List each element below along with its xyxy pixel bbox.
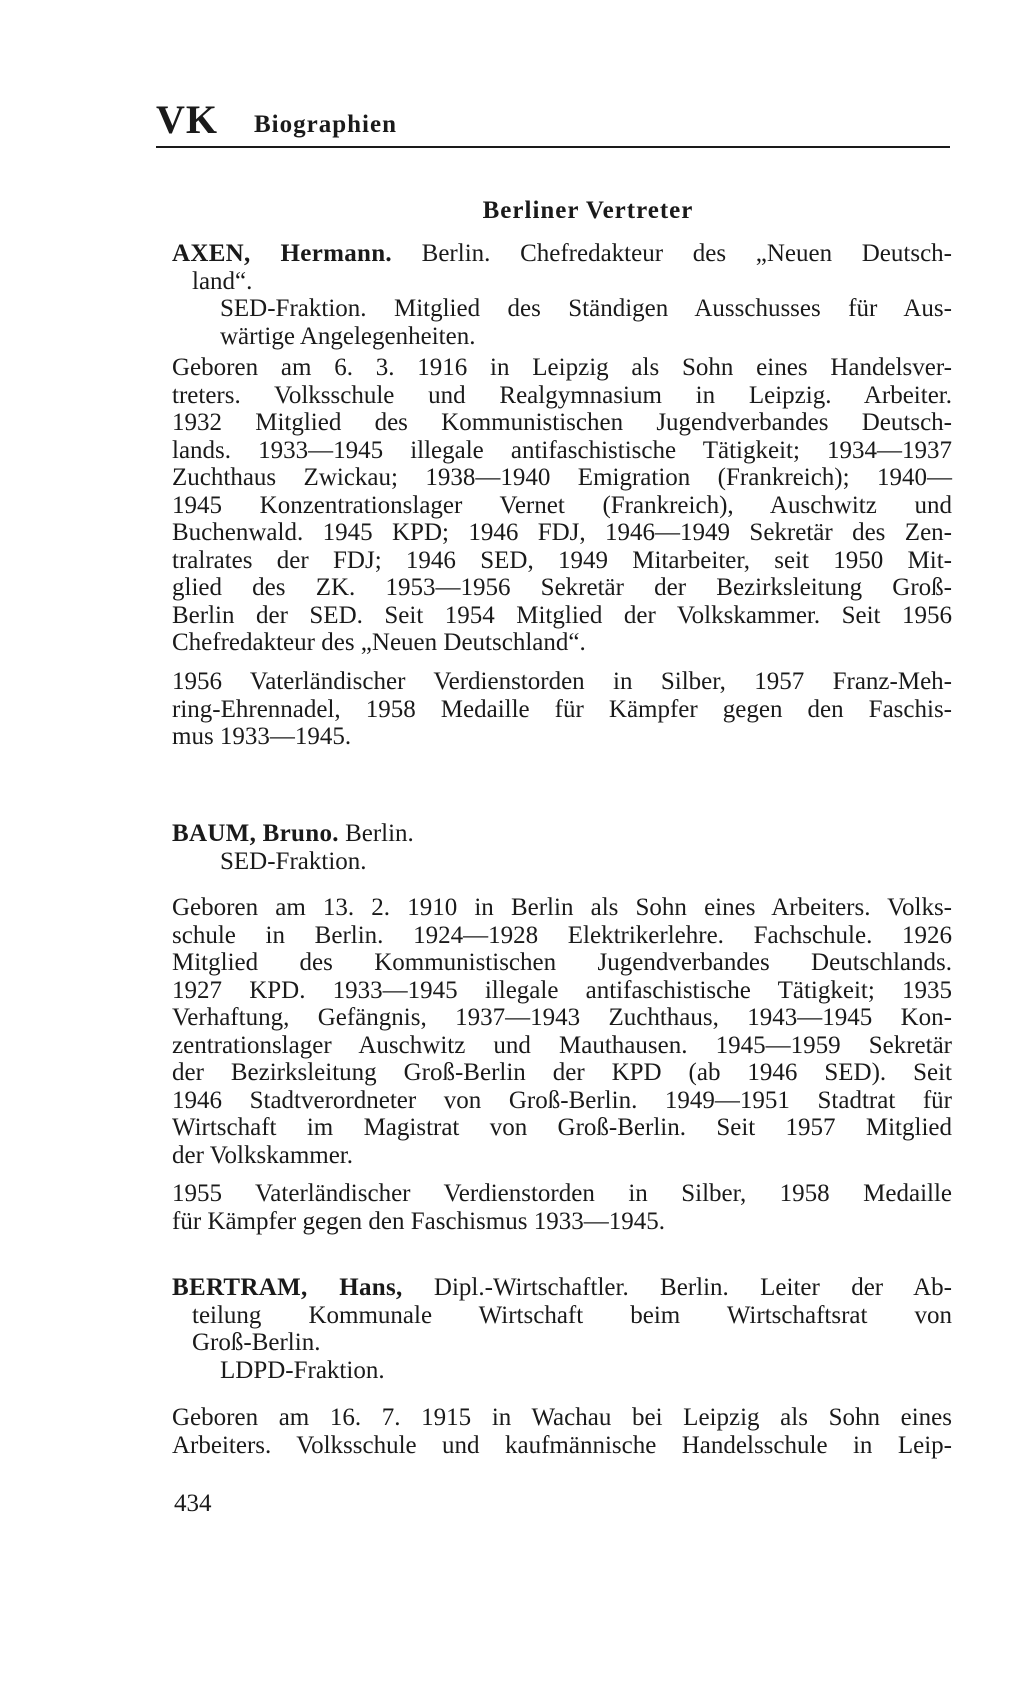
entry-name: BERTRAM, Hans,: [172, 1274, 403, 1301]
bio-line: der Bezirksleitung Groß-Berlin der KPD (ab 1946 SED). Seit: [172, 1059, 952, 1086]
bio-line: Arbeiters. Volksschule und kaufmännische Handelsschule in Leip-: [172, 1431, 952, 1459]
bio-line: Geboren am 6. 3. 1916 in Leipzig als Sohn eines Handelsver-: [172, 354, 952, 381]
entry-baum: [172, 820, 952, 875]
entry-name: AXEN, Hermann.: [172, 240, 392, 267]
bio-line: Chefredakteur des „Neuen Deutschland“.: [172, 629, 586, 656]
faction-line: LDPD-Fraktion.: [220, 1356, 385, 1384]
entry-heading-text: Dipl.-Wirtschaftler. Berlin. Leiter der Ab-: [402, 1274, 953, 1301]
entry-heading-line: Groß-Berlin.: [192, 1329, 321, 1356]
award-line: für Kämpfer gegen den Faschismus 1933—1945.: [172, 1207, 665, 1235]
awards-axen: [172, 668, 952, 751]
entry-heading-line: [172, 820, 952, 848]
running-head: [156, 97, 950, 144]
bio-line: Mitglied des Kommunistischen Jugendverbandes Deutschlands.: [172, 949, 952, 976]
header-title: Biographien: [254, 111, 397, 138]
award-line: 1956 Vaterländischer Verdienstorden in Silber, 1957 Franz-Meh-: [172, 668, 952, 695]
header-mark: VK: [156, 97, 218, 142]
bio-line: Buchenwald. 1945 KPD; 1946 FDJ, 1946—1949 Sekretär des Zen-: [172, 519, 952, 546]
bio-line: Geboren am 16. 7. 1915 in Wachau bei Leipzig als Sohn eines: [172, 1404, 952, 1431]
bio-line: der Volkskammer.: [172, 1141, 354, 1169]
bio-line: Geboren am 13. 2. 1910 in Berlin als Sohn eines Arbeiters. Volks-: [172, 894, 952, 921]
entry-axen: [172, 240, 952, 350]
bio-line: zentrationslager Auschwitz und Mauthausen. 1945—1959 Sekretär: [172, 1031, 952, 1059]
entry-heading-line: land“.: [192, 267, 253, 295]
bio-line: 1946 Stadtverordneter von Groß-Berlin. 1949—1951 Stadtrat für: [172, 1086, 952, 1114]
faction-line: SED-Fraktion.: [220, 847, 367, 875]
entry-heading-text: Berlin.: [338, 820, 414, 847]
bio-line: Berlin der SED. Seit 1954 Mitglied der Volkskammer. Seit 1956: [172, 601, 952, 629]
bio-axen: [172, 354, 952, 657]
bio-line: lands. 1933—1945 illegale antifaschistische Tätigkeit; 1934—1937: [172, 436, 952, 464]
faction-line: SED-Fraktion. Mitglied des Ständigen Ausschusses für Aus-: [220, 295, 952, 322]
header-rule: [156, 146, 950, 148]
bio-line: schule in Berlin. 1924—1928 Elektrikerlehre. Fachschule. 1926: [172, 921, 952, 949]
bio-baum: [172, 894, 952, 1169]
entry-heading-text: Berlin. Chefredakteur des „Neuen Deutsch-: [391, 240, 952, 267]
bio-line: Zuchthaus Zwickau; 1938—1940 Emigration (Frankreich); 1940—: [172, 464, 952, 491]
entry-heading-line: teilung Kommunale Wirtschaft beim Wirtschaftsrat von: [192, 1301, 952, 1329]
bio-line: treters. Volksschule und Realgymnasium in Leipzig. Arbeiter.: [172, 381, 952, 409]
bio-line: tralrates der FDJ; 1946 SED, 1949 Mitarbeiter, seit 1950 Mit-: [172, 546, 952, 574]
entry-heading-line: [172, 1274, 952, 1302]
bio-line: 1927 KPD. 1933—1945 illegale antifaschistische Tätigkeit; 1935: [172, 976, 952, 1004]
entry-bertram: [172, 1274, 952, 1384]
awards-baum: [172, 1180, 952, 1235]
bio-line: 1932 Mitglied des Kommunistischen Jugendverbandes Deutsch-: [172, 409, 952, 436]
bio-bertram: [172, 1404, 952, 1459]
entry-name: BAUM, Bruno.: [172, 820, 339, 847]
section-title: Berliner Vertreter: [482, 197, 694, 224]
bio-line: Verhaftung, Gefängnis, 1937—1943 Zuchthaus, 1943—1945 Kon-: [172, 1004, 952, 1031]
page-number: 434: [174, 1490, 212, 1517]
award-line: 1955 Vaterländischer Verdienstorden in Silber, 1958 Medaille: [172, 1180, 952, 1207]
faction-line: wärtige Angelegenheiten.: [220, 322, 476, 350]
award-line: mus 1933—1945.: [172, 723, 352, 750]
entry-heading-line: [172, 240, 952, 268]
award-line: ring-Ehrennadel, 1958 Medaille für Kämpfer gegen den Faschis-: [172, 695, 952, 723]
bio-line: Wirtschaft im Magistrat von Groß-Berlin. Seit 1957 Mitglied: [172, 1114, 952, 1141]
bio-line: glied des ZK. 1953—1956 Sekretär der Bezirksleitung Groß-: [172, 574, 952, 601]
bio-line: 1945 Konzentrationslager Vernet (Frankreich), Auschwitz und: [172, 491, 952, 519]
